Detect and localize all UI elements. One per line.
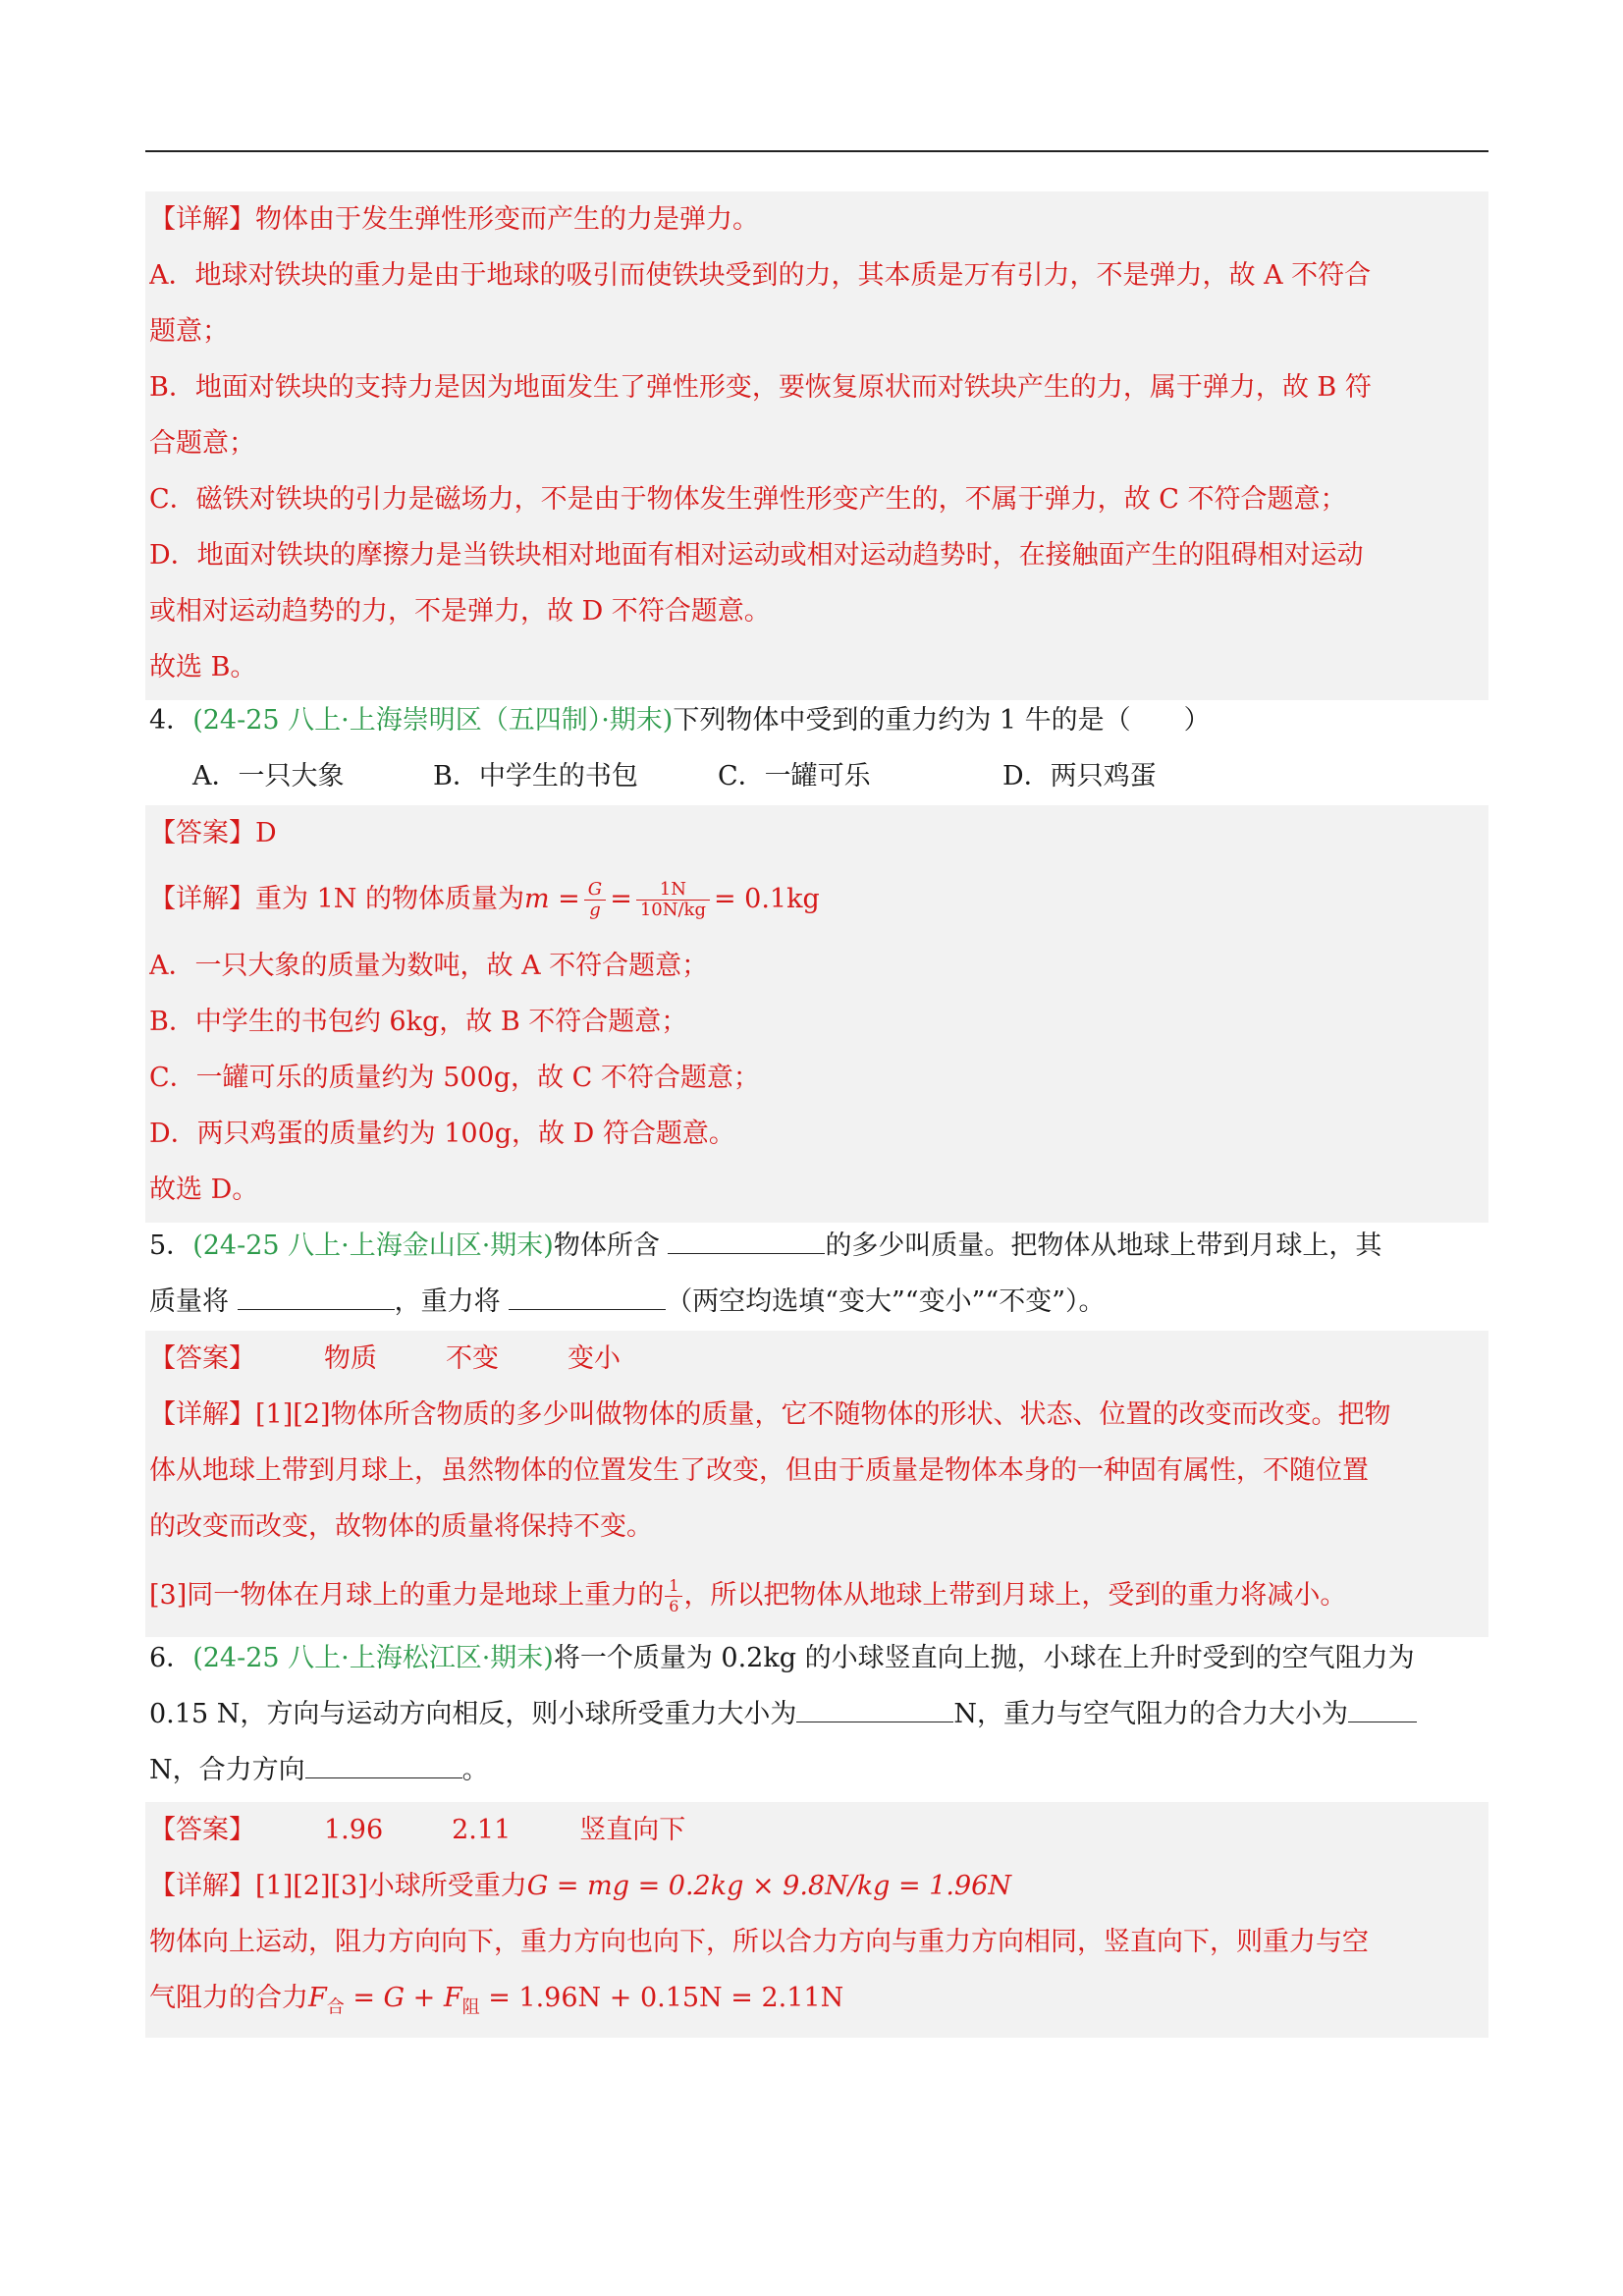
q3-line-1: 题意； <box>149 316 229 347</box>
q3-line-3: 合题意； <box>149 428 255 459</box>
q6-line-2: 物体向上运动，阻力方向向下，重力方向也向下，所以合力方向与重力方向相同，竖直向下，则重力与空 <box>149 1927 1369 1957</box>
explain-label: 【详解】 <box>149 1399 255 1430</box>
q4-option-d: D．两只鸡蛋 <box>1002 761 1157 792</box>
q5-line-2: 的改变而改变，故物体的质量将保持不变。 <box>149 1511 653 1542</box>
q6-answer-1: 1.96 <box>324 1815 384 1845</box>
q5-number: 5． <box>149 1230 193 1261</box>
q5-answer-2: 不变 <box>446 1343 499 1374</box>
q6-answer-2: 2.11 <box>452 1815 512 1845</box>
q5-blank-2 <box>238 1287 395 1310</box>
q4-answer-line <box>149 805 1485 861</box>
answer-label: 【答案】 <box>149 818 255 848</box>
q4-option-b: B．中学生的书包 <box>433 761 638 792</box>
explain-label: 【详解】 <box>149 204 255 235</box>
q5-line-1: 体从地球上带到月球上，虽然物体的位置发生了改变，但由于质量是物体本身的一种固有属性，不随位置 <box>149 1455 1369 1486</box>
q6-question <box>145 1630 1488 1798</box>
q6-blank-1 <box>796 1700 953 1722</box>
q6-number: 6． <box>149 1643 193 1673</box>
q5-line-0: 【详解】[1][2]物体所含物质的多少叫做物体的质量，它不随物体的形状、状态、位置的改变而改变。把物 <box>149 1399 1391 1430</box>
q4-line-2: C．一罐可乐的质量约为 500g，故 C 不符合题意； <box>149 1063 760 1093</box>
q4-option-a: A．一只大象 <box>192 761 345 792</box>
answer-label: 【答案】 <box>149 1815 255 1845</box>
q6-source: (24-25 八上·上海松江区·期末) <box>192 1643 554 1673</box>
q6-explain-line: 【详解】[1][2][3]小球所受重力G = mg = 0.2kg × 9.8N/kg = 1.96N <box>149 1871 1011 1901</box>
q6-stem-line-2: 0.15 N，方向与运动方向相反，则小球所受重力大小为 N，重力与空气阻力的合力大小为 <box>149 1686 1485 1742</box>
q4-stem-line <box>149 692 1485 748</box>
q5-question <box>145 1218 1488 1330</box>
q6-answer-line <box>149 1802 1485 1858</box>
q3-explanation <box>145 191 1488 700</box>
q4-explain-line: 【详解】重为 1N 的物体质量为m = $\frac{G}{g}$ = $\frac{1N}{10N/kg}$ = 0.1kg <box>149 879 820 920</box>
q3-explain-line: 【详解】物体由于发生弹性形变而产生的力是弹力。 <box>149 204 759 235</box>
q4-stem: 下列物体中受到的重力约为 1 牛的是（ ） <box>673 705 1211 736</box>
q3-line-6: 或相对运动趋势的力，不是弹力，故 D 不符合题意。 <box>149 596 771 627</box>
q5-blank-3 <box>509 1287 666 1310</box>
q4-source: (24-25 八上·上海崇明区（五四制）·期末) <box>192 705 674 736</box>
q3-line-4: C．磁铁对铁块的引力是磁场力，不是由于物体发生弹性形变产生的，不属于弹力，故 C 不符合题意； <box>149 484 1347 515</box>
q4-line-1: B．中学生的书包约 6kg，故 B 不符合题意； <box>149 1007 688 1037</box>
q5-answer-1: 物质 <box>324 1343 377 1374</box>
q4-line-4: 故选 D。 <box>149 1175 259 1205</box>
q6-blank-2 <box>1348 1700 1417 1722</box>
q4-options <box>149 748 1485 804</box>
q6-answer-block <box>145 1802 1488 2038</box>
q5-blank-1 <box>668 1231 825 1254</box>
q6-blank-3 <box>305 1756 462 1778</box>
q4-line-0: A．一只大象的质量为数吨，故 A 不符合题意； <box>149 951 709 981</box>
fraction-1N-10Nkg: $\frac{1N}{10N/kg}$ <box>636 880 710 920</box>
q5-answer-3: 变小 <box>568 1343 621 1374</box>
q5-stem-line-2: 质量将 ，重力将 （两空均选填“变大”“变小”“不变”）。 <box>149 1286 1106 1317</box>
q6-answer-3: 竖直向下 <box>579 1815 686 1845</box>
fraction-G-g: $\frac{G}{g}$ <box>584 880 606 920</box>
q3-line-2: B．地面对铁块的支持力是因为地面发生了弹性形变，要恢复原状而对铁块产生的力，属于弹力，故 B 符 <box>149 372 1372 403</box>
q6-line-3: 气阻力的合力$F_合 = G + F_阻 = 1.96N + 0.15N = 2.11N$ <box>149 1983 844 2018</box>
q5-last-line: [3]同一物体在月球上的重力是地球上重力的 $\frac{1}{6}$ ，所以把物体从地球上带到月球上，受到的重力将减小。 <box>149 1576 1347 1615</box>
q5-answer-line <box>149 1331 1485 1387</box>
fraction-1-6: $\frac{1}{6}$ <box>665 1576 682 1616</box>
formula-gravity: G = mg = 0.2kg × 9.8N/kg = 1.96N <box>526 1871 1011 1901</box>
answer-label: 【答案】 <box>149 1343 255 1374</box>
formula-m: m <box>523 884 550 914</box>
q3-line-7: 故选 B。 <box>149 652 257 683</box>
q5-source: (24-25 八上·上海金山区·期末) <box>192 1230 554 1261</box>
q6-stem-line-1: 6．(24-25 八上·上海松江区·期末)将一个质量为 0.2kg 的小球竖直向上抛，小球在上升时受到的空气阻力为 <box>149 1643 1415 1673</box>
q5-stem-line-1: 5．(24-25 八上·上海金山区·期末)物体所含 的多少叫质量。把物体从地球上带到月球上，其 <box>149 1230 1382 1261</box>
q5-answer-block <box>145 1331 1488 1637</box>
header-rule <box>145 150 1488 152</box>
explain-label: 【详解】 <box>149 1871 255 1901</box>
q4-answer-block <box>145 805 1488 1223</box>
q3-line-5: D．地面对铁块的摩擦力是当铁块相对地面有相对运动或相对运动趋势时，在接触面产生的阻碍相对运动 <box>149 540 1364 571</box>
q4-option-c: C．一罐可乐 <box>718 761 871 792</box>
q4-line-3: D．两只鸡蛋的质量约为 100g，故 D 符合题意。 <box>149 1119 735 1149</box>
explain-label: 【详解】 <box>149 884 255 914</box>
q3-line-0: A．地球对铁块的重力是由于地球的吸引而使铁块受到的力，其本质是万有引力，不是弹力，故 A 不符合 <box>149 260 1372 291</box>
q4-answer: D <box>255 818 277 848</box>
q4-question <box>145 692 1488 804</box>
q4-number: 4． <box>149 705 193 736</box>
q6-stem-line-3: N，合力方向 。 <box>149 1755 489 1785</box>
